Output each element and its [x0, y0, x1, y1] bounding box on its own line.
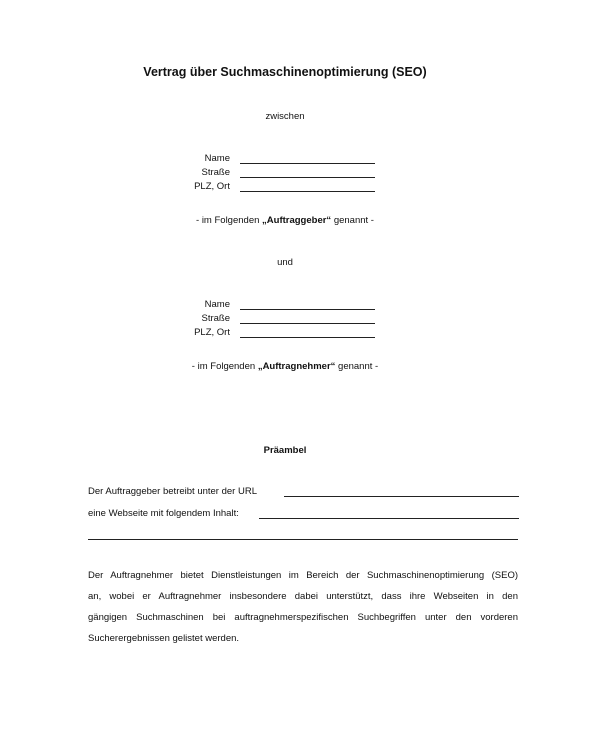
client-city-label: PLZ, Ort: [194, 181, 230, 192]
and-label: und: [277, 257, 293, 268]
paragraph-line: gängigen Suchmaschinen bei auftragnehmerspezifischen Suchbegriffen unter den vorderen: [88, 612, 518, 623]
contractor-name-line[interactable]: [240, 301, 375, 310]
content-line-2[interactable]: [88, 531, 518, 540]
client-city-line[interactable]: [240, 183, 375, 192]
content-line[interactable]: [259, 510, 519, 519]
preamble-heading: Präambel: [263, 445, 307, 456]
client-role-suffix: genannt -: [331, 215, 374, 226]
client-street-label: Straße: [201, 167, 230, 178]
contractor-role-prefix: - im Folgenden: [191, 361, 258, 372]
client-name-line[interactable]: [240, 155, 375, 164]
client-street-line[interactable]: [240, 169, 375, 178]
paragraph-line: Sucherergebnissen gelistet werden.: [88, 633, 240, 644]
contract-title: Vertrag über Suchmaschinenoptimierung (SEO): [143, 65, 427, 79]
contractor-street-label: Straße: [201, 313, 230, 324]
paragraph-line: Der Auftragnehmer bietet Dienstleistungen im Bereich der Suchmaschinenoptimierung (SEO): [88, 570, 518, 581]
contractor-street-line[interactable]: [240, 315, 375, 324]
url-line[interactable]: [284, 488, 519, 497]
paragraph-line: an, wobei er Auftragnehmer insbesondere dabei unterstützt, dass ihre Webseiten in den: [88, 591, 518, 602]
client-role-name: „Auftraggeber“: [262, 215, 332, 226]
client-role-line: [0, 216, 570, 226]
contractor-city-label: PLZ, Ort: [194, 327, 230, 338]
contractor-role-suffix: genannt -: [335, 361, 379, 372]
url-label: Der Auftraggeber betreibt unter der URL: [88, 486, 257, 497]
contractor-role-name: „Auftragnehmer“: [257, 361, 336, 372]
contractor-city-line[interactable]: [240, 329, 375, 338]
client-name-label: Name: [204, 153, 230, 164]
content-label: eine Webseite mit folgendem Inhalt:: [88, 508, 239, 519]
between-label: zwischen: [265, 111, 305, 122]
client-role-prefix: - im Folgenden: [196, 215, 263, 226]
contractor-role-line: [0, 362, 570, 372]
contractor-name-label: Name: [204, 299, 230, 310]
